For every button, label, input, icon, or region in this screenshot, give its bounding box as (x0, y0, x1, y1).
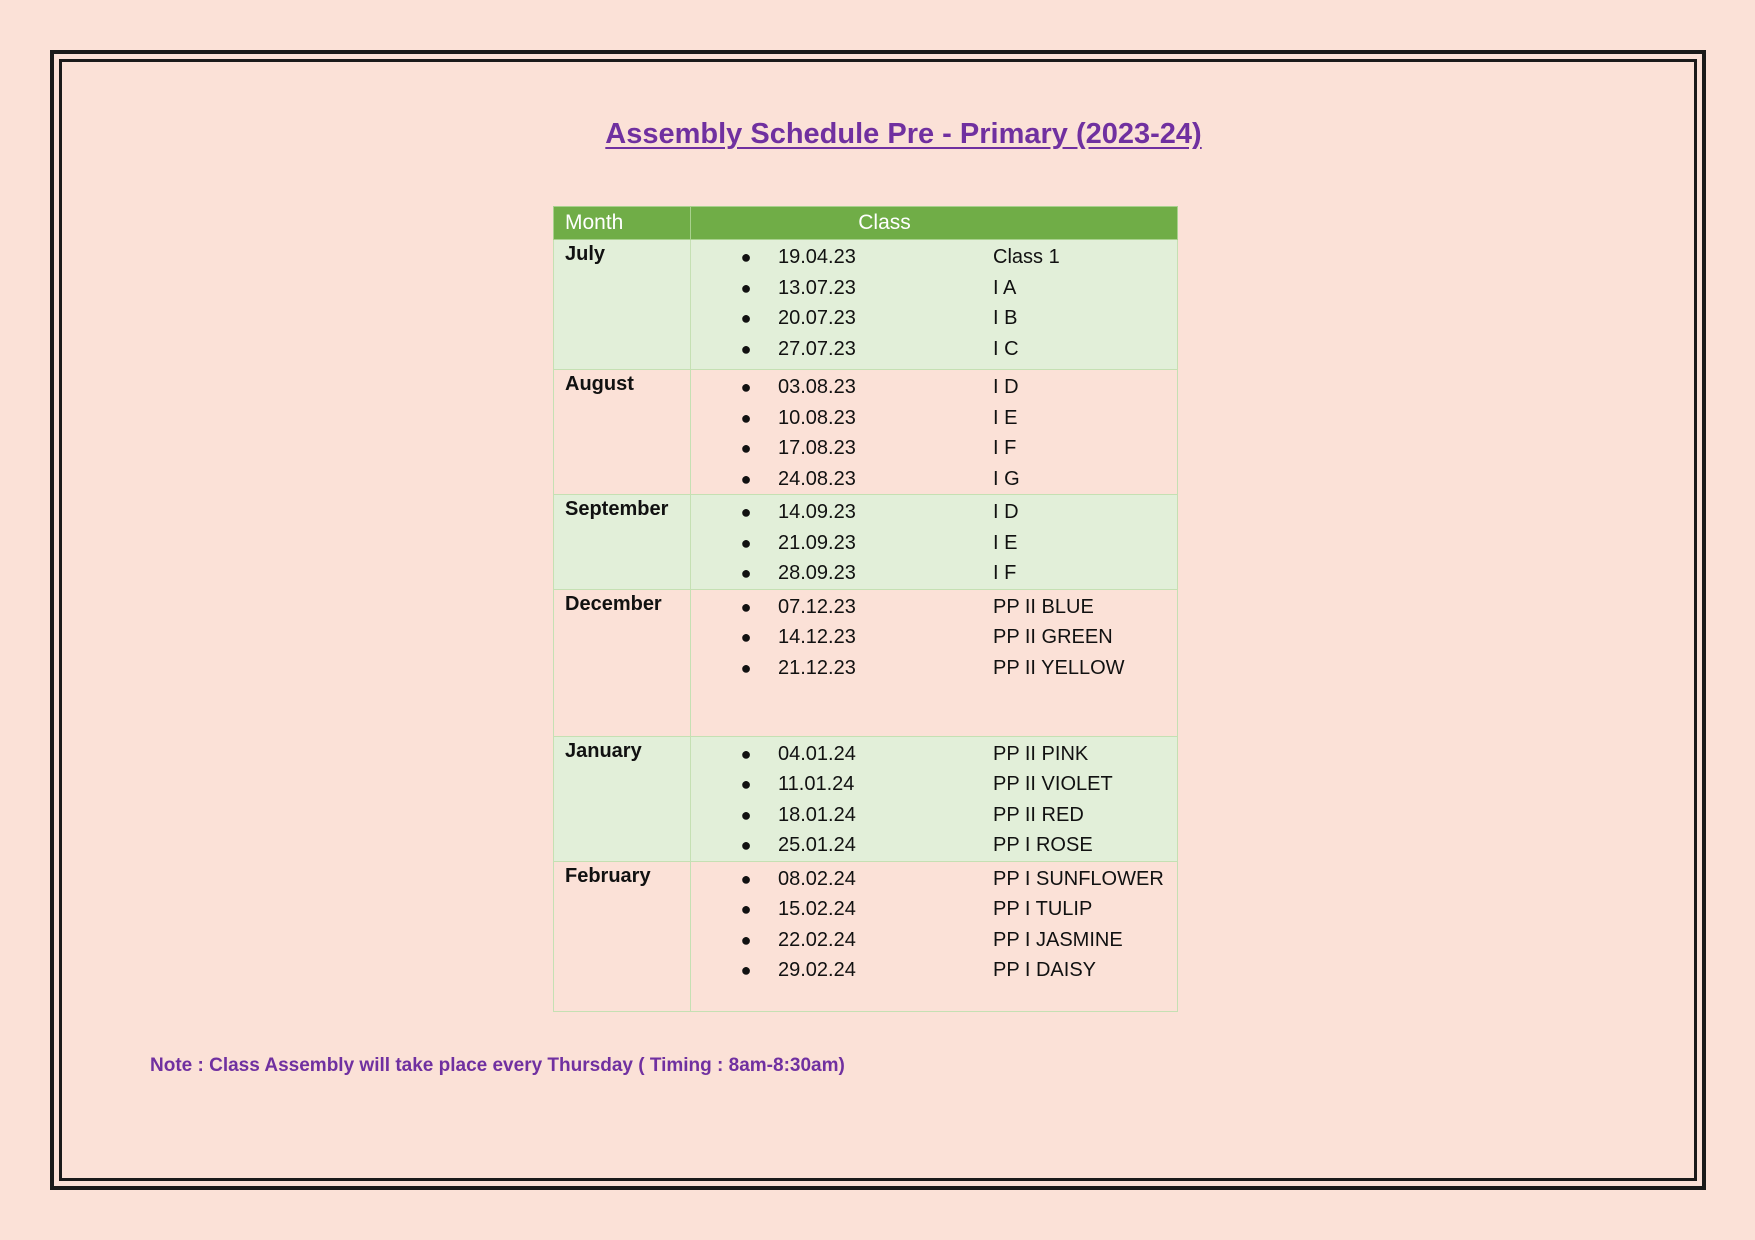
list-item (691, 242, 1177, 273)
assembly-date: 04.01.24 (778, 742, 856, 765)
assembly-date: 21.09.23 (778, 531, 856, 554)
header-class: Class (691, 207, 1178, 240)
bullet-icon: ● (740, 835, 752, 855)
class-name: PP I SUNFLOWER (993, 867, 1164, 890)
list-item (691, 528, 1177, 559)
month-cell: July (554, 240, 691, 370)
assembly-date: 14.12.23 (778, 626, 856, 648)
assembly-date: 07.12.23 (778, 595, 856, 618)
assembly-date: 22.02.24 (778, 928, 856, 951)
assembly-date: 17.08.23 (778, 437, 856, 459)
entry-list (691, 370, 1177, 494)
list-item (691, 592, 1177, 623)
class-cell (691, 589, 1178, 736)
list-item (691, 955, 1177, 986)
bullet-icon: ● (740, 804, 752, 825)
bullet-icon: ● (740, 929, 752, 950)
bullet-icon: ● (740, 502, 752, 522)
assembly-date: 13.07.23 (778, 276, 856, 299)
class-name: PP II RED (993, 803, 1084, 826)
list-item (691, 334, 1177, 365)
class-name: PP I DAISY (993, 959, 1097, 981)
class-name: I G (993, 467, 1020, 490)
note-text: Note : Class Assembly will take place every Thursday ( Timing : 8am-8:30am) (150, 1055, 845, 1076)
class-cell (691, 495, 1178, 590)
assembly-date: 28.09.23 (778, 562, 856, 584)
class-cell (691, 370, 1178, 495)
list-item (691, 925, 1177, 956)
table-row (554, 589, 1178, 736)
assembly-date: 25.01.24 (778, 834, 856, 856)
month-cell: December (554, 589, 691, 736)
bullet-icon: ● (740, 868, 752, 889)
list-item (691, 273, 1177, 304)
class-name: PP II YELLOW (993, 656, 1125, 679)
assembly-date: 10.08.23 (778, 406, 856, 429)
schedule-table (553, 206, 1178, 1012)
class-name: PP I ROSE (993, 834, 1093, 856)
list-item (691, 464, 1177, 495)
bullet-icon: ● (740, 960, 752, 980)
class-name: PP II VIOLET (993, 773, 1113, 795)
list-item (691, 894, 1177, 925)
list-item (691, 372, 1177, 403)
class-name: I E (993, 531, 1018, 554)
list-item (691, 800, 1177, 831)
month-cell: September (554, 495, 691, 590)
bullet-icon: ● (740, 899, 752, 919)
table-row (554, 736, 1178, 861)
class-name: I A (993, 276, 1017, 299)
assembly-date: 24.08.23 (778, 467, 856, 490)
assembly-date: 14.09.23 (778, 501, 856, 523)
class-name: I B (993, 307, 1018, 329)
class-name: PP I JASMINE (993, 928, 1123, 951)
list-item (691, 303, 1177, 334)
assembly-date: 20.07.23 (778, 307, 856, 329)
list-item (691, 653, 1177, 684)
assembly-date: 19.04.23 (778, 246, 856, 268)
assembly-date: 15.02.24 (778, 898, 856, 920)
class-name: PP II BLUE (993, 595, 1094, 618)
schedule-body (554, 240, 1178, 1012)
class-cell (691, 736, 1178, 861)
bullet-icon: ● (740, 627, 752, 647)
list-item (691, 864, 1177, 895)
class-name: I D (993, 376, 1019, 398)
list-item (691, 558, 1177, 589)
table-row (554, 861, 1178, 1011)
list-item (691, 739, 1177, 770)
list-item (691, 830, 1177, 861)
class-name: I C (993, 337, 1019, 360)
list-item (691, 622, 1177, 653)
bullet-icon: ● (740, 743, 752, 764)
bullet-icon: ● (740, 377, 752, 397)
assembly-date: 27.07.23 (778, 337, 856, 360)
class-cell (691, 240, 1178, 370)
month-cell: August (554, 370, 691, 495)
class-name: Class 1 (993, 246, 1060, 268)
entry-list (691, 862, 1177, 986)
bullet-icon: ● (740, 438, 752, 458)
class-cell (691, 861, 1178, 1011)
month-cell: February (554, 861, 691, 1011)
bullet-icon: ● (740, 596, 752, 617)
assembly-date: 18.01.24 (778, 803, 856, 826)
header-month: Month (554, 207, 691, 240)
entry-list (691, 590, 1177, 684)
assembly-date: 03.08.23 (778, 376, 856, 398)
list-item (691, 433, 1177, 464)
bullet-icon: ● (740, 247, 752, 267)
bullet-icon: ● (740, 308, 752, 328)
entry-list (691, 240, 1177, 364)
class-name: PP II PINK (993, 742, 1089, 765)
list-item (691, 403, 1177, 434)
class-name: PP II GREEN (993, 626, 1113, 648)
bullet-icon: ● (740, 277, 752, 298)
list-item (691, 497, 1177, 528)
bullet-icon: ● (740, 563, 752, 583)
assembly-date: 21.12.23 (778, 656, 856, 679)
list-item (691, 769, 1177, 800)
bullet-icon: ● (740, 657, 752, 678)
bullet-icon: ● (740, 407, 752, 428)
month-cell: January (554, 736, 691, 861)
class-name: PP I TULIP (993, 898, 1093, 920)
class-name: I D (993, 501, 1019, 523)
assembly-date: 29.02.24 (778, 959, 856, 981)
bullet-icon: ● (740, 774, 752, 794)
bullet-icon: ● (740, 532, 752, 553)
page-title: Assembly Schedule Pre - Primary (2023-24) (605, 118, 1202, 150)
entry-list (691, 737, 1177, 861)
class-name: I E (993, 406, 1018, 429)
table-row (554, 240, 1178, 370)
assembly-date: 11.01.24 (778, 773, 855, 795)
table-row (554, 495, 1178, 590)
table-row (554, 370, 1178, 495)
table-header-row (554, 207, 1178, 240)
assembly-date: 08.02.24 (778, 867, 856, 890)
bullet-icon: ● (740, 338, 752, 359)
class-name: I F (993, 562, 1017, 584)
class-name: I F (993, 437, 1017, 459)
entry-list (691, 495, 1177, 589)
bullet-icon: ● (740, 468, 752, 489)
